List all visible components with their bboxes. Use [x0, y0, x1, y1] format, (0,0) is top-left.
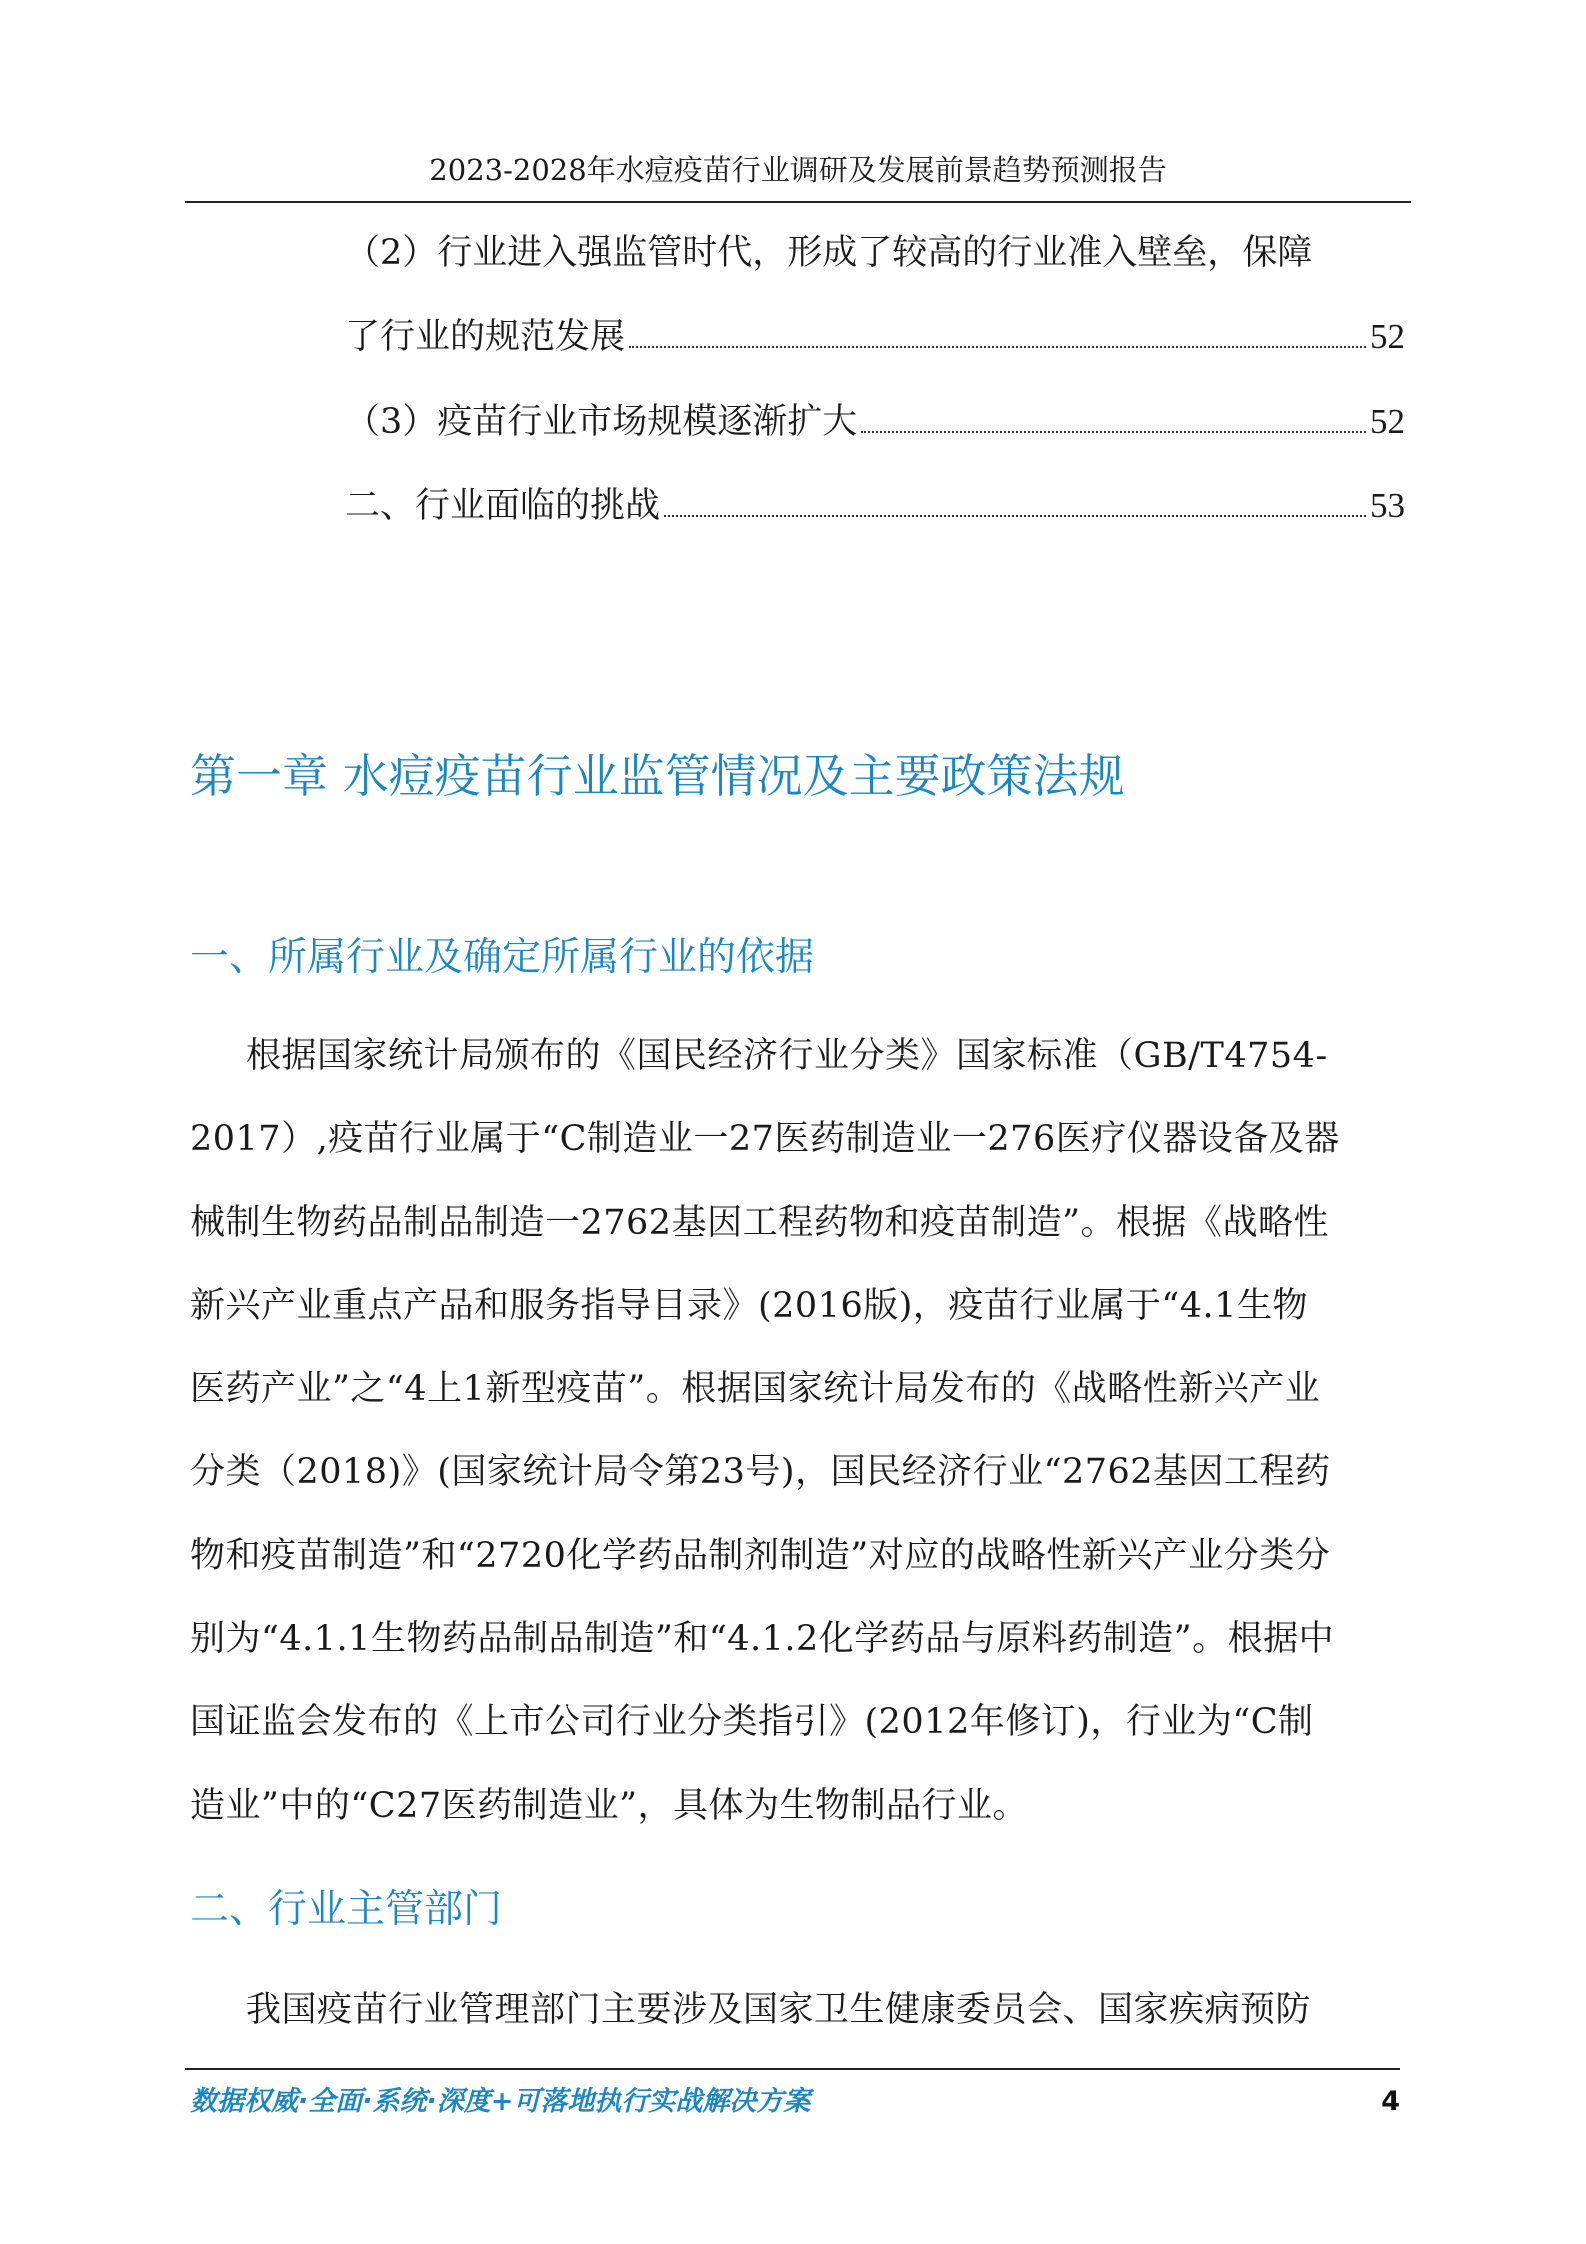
- page-number: 4: [1381, 2086, 1400, 2117]
- paragraph-line: 分类（2018)》(国家统计局令第23号)，国民经济行业“2762基因工程药: [190, 1452, 1331, 1493]
- toc-leader-dots: [629, 346, 1366, 348]
- toc-page-number: 52: [1370, 402, 1405, 441]
- chapter-title: 第一章 水痘疫苗行业监管情况及主要政策法规: [190, 749, 1125, 803]
- footer-slogan: 数据权威·全面·系统·深度+可落地执行实战解决方案: [190, 2086, 811, 2117]
- paragraph-line: 造业”中的“C27医药制造业”，具体为生物制品行业。: [190, 1785, 1028, 1826]
- paragraph-line: 物和疫苗制造”和“2720化学药品制剂制造”对应的战略性新兴产业分类分: [190, 1535, 1331, 1576]
- footer-divider: [185, 2068, 1400, 2070]
- section-1-heading: 一、所属行业及确定所属行业的依据: [190, 935, 815, 980]
- toc-page-number: 53: [1370, 486, 1405, 525]
- table-of-contents: [0, 0, 1586, 600]
- page-header-title: 2023-2028年水痘疫苗行业调研及发展前景趋势预测报告: [429, 153, 1167, 187]
- paragraph-line: 根据国家统计局颁布的《国民经济行业分类》国家标准（GB/T4754-: [246, 1036, 1328, 1076]
- toc-entry-3[interactable]: [345, 481, 1405, 531]
- paragraph-line: 2017）,疫苗行业属于“C制造业一27医药制造业一276医疗仪器设备及器: [190, 1119, 1340, 1160]
- toc-page-number: 52: [1370, 317, 1405, 356]
- paragraph-line: 医药产业”之“4上1新型疫苗”。根据国家统计局发布的《战略性新兴产业: [190, 1369, 1321, 1410]
- toc-entry-label: 二、行业面临的挑战: [345, 486, 661, 526]
- paragraph-line: 别为“4.1.1生物药品制品制造”和“4.1.2化学药品与原料药制造”。根据中: [190, 1619, 1335, 1660]
- toc-entry-label: （3）疫苗行业市场规模逐渐扩大: [345, 402, 858, 442]
- toc-entry-label: 了行业的规范发展: [345, 317, 626, 357]
- toc-entry-1[interactable]: [345, 312, 1405, 362]
- section-1-paragraph: [190, 1015, 1400, 1848]
- toc-entry-2[interactable]: [345, 397, 1405, 447]
- paragraph-line: 我国疫苗行业管理部门主要涉及国家卫生健康委员会、国家疾病预防: [246, 1990, 1312, 2030]
- section-2-paragraph: [190, 1969, 1400, 2052]
- toc-entry-1-line1: （2）行业进入强监管时代，形成了较高的行业准入壁垒，保障: [345, 233, 1313, 273]
- section-2-heading: 二、行业主管部门: [190, 1887, 503, 1932]
- toc-leader-dots: [664, 515, 1366, 517]
- paragraph-line: 械制生物药品制品制造一2762基因工程药物和疫苗制造”。根据《战略性: [190, 1202, 1329, 1243]
- paragraph-line: 新兴产业重点产品和服务指导目录》(2016版)，疫苗行业属于“4.1生物: [190, 1285, 1308, 1326]
- paragraph-line: 国证监会发布的《上市公司行业分类指引》(2012年修订)，行业为“C制: [190, 1702, 1314, 1743]
- toc-leader-dots: [861, 431, 1366, 433]
